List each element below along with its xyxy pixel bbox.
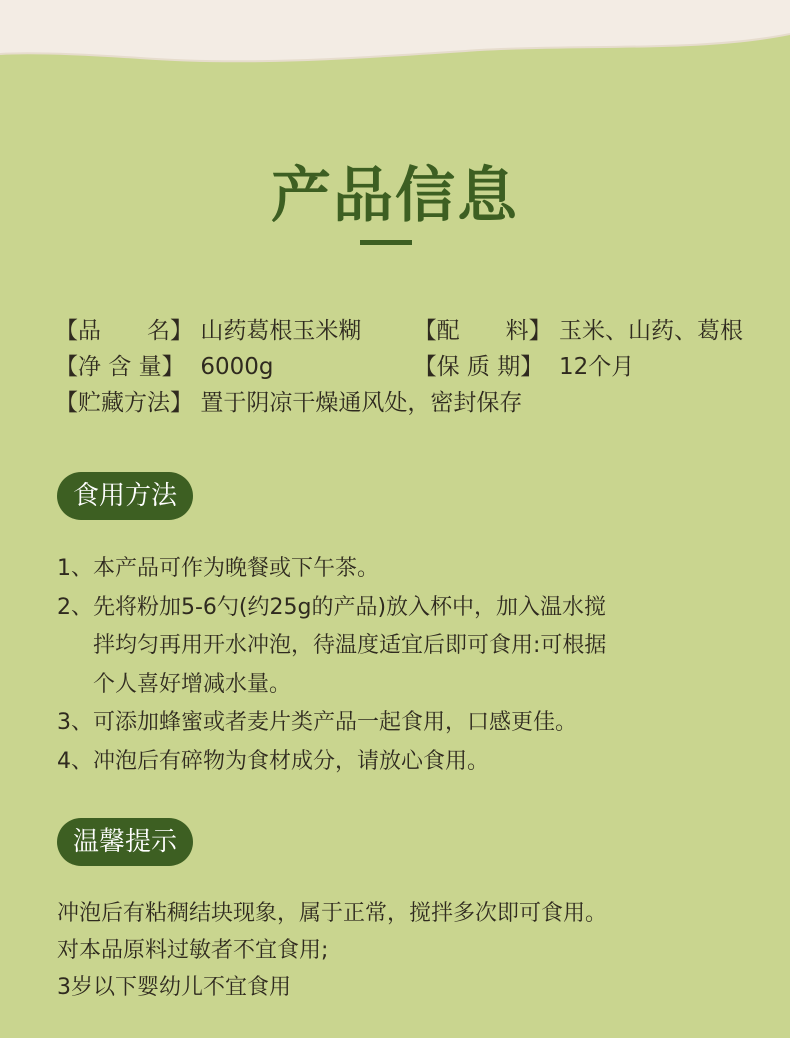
- tips-list: [57, 895, 607, 1006]
- ingredients-label: 【配 料】: [413, 318, 552, 344]
- usage-item: 4、冲泡后有碎物为食材成分，请放心食用。: [57, 748, 489, 774]
- name-value: 山药葛根玉米糊: [200, 318, 362, 344]
- shelf-life-label: 【保 质 期】: [413, 354, 544, 380]
- shelf-life-value: 12个月: [558, 354, 635, 380]
- info-row-storage: [55, 388, 522, 418]
- tip-item: 3岁以下婴幼儿不宜食用: [57, 975, 291, 1000]
- net-content-value: 6000g: [200, 354, 274, 380]
- name-label: 【品 名】: [55, 318, 193, 344]
- tips-heading: 温馨提示: [57, 818, 193, 866]
- net-content-label: 【净 含 量】: [55, 354, 185, 380]
- storage-label: 【贮藏方法】: [55, 390, 193, 416]
- tip-item: 冲泡后有粘稠结块现象，属于正常，搅拌多次即可食用。: [57, 901, 608, 926]
- tip-item: 对本品原料过敏者不宜食用;: [57, 938, 329, 963]
- info-row-net-shelf: [55, 352, 634, 382]
- top-wave-decoration: [0, 0, 790, 70]
- usage-item: 1、本产品可作为晚餐或下午茶。: [57, 556, 379, 581]
- usage-item: 3、可添加蜂蜜或者麦片类产品一起食用，口感更佳。: [57, 710, 577, 735]
- info-row-name-ingredients: [55, 316, 743, 346]
- title-underline: [360, 240, 412, 245]
- usage-item-continuation: 拌均匀再用开水冲泡，待温度适宜后即可食用:可根据: [93, 633, 607, 658]
- ingredients-value: 玉米、山药、葛根: [558, 318, 743, 344]
- usage-heading: 食用方法: [57, 472, 193, 520]
- page-title: 产品信息: [271, 161, 519, 231]
- usage-item-continuation: 个人喜好增减水量。: [93, 671, 292, 697]
- usage-list: [57, 550, 606, 781]
- storage-value: 置于阴凉干燥通风处，密封保存: [200, 390, 523, 416]
- usage-item: 2、先将粉加5-6勺(约25g的产品)放入杯中，加入温水搅: [57, 594, 607, 620]
